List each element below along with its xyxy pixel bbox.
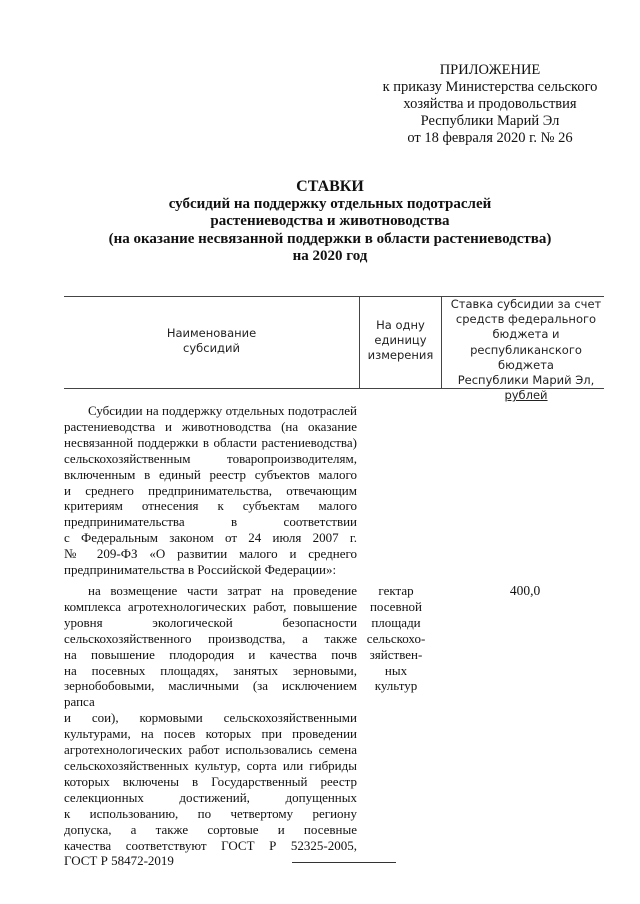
unit-line: ных [384,662,408,678]
title-line: растениеводства и животноводства [210,213,450,229]
header-text: На одну [376,318,425,332]
paragraph-line: сельскохозяйственного производства, а также [64,630,357,646]
paragraph-line: зернобобовыми, масличными (за исключением рапса [64,678,357,710]
paragraph-line: растениеводства и животноводства (на оказание [64,418,357,434]
paragraph-line: несвязанной поддержки в области растениеводства) [64,434,357,450]
header-text: субсидий [183,341,240,356]
paragraph-line: на возмещение части затрат на проведение [88,583,357,598]
header-text: республиканского бюджета [470,342,582,372]
paragraph-line: культурами, на посев которых при проведении [64,726,357,742]
header-text: Наименование [166,326,257,340]
paragraph-line: критериям отнесения к субъектам малого [64,498,357,514]
paragraph-line: предпринимательства в соответствии [64,514,357,530]
paragraph-line: сельскохозяйственным товаропроизводителям, [64,450,357,466]
paragraph-line: ГОСТ Р 58472-2019 [64,853,174,869]
header-text: Республики Марий Эл, [457,373,595,388]
paragraph-line: и сои), кормовыми сельскохозяйственными [64,710,357,726]
appendix-line: хозяйства и продовольствия [403,96,577,112]
subsidy-description [64,583,357,869]
title-line: (на оказание несвязанной поддержки в области растениеводства) [108,230,552,247]
intro-paragraph [64,403,357,578]
appendix-heading: ПРИЛОЖЕНИЕ [439,62,541,78]
unit-line: посевной [369,598,423,614]
appendix-line: Республики Марий Эл [420,113,560,129]
header-text: Ставка субсидии за счет [450,297,602,311]
title-line: субсидий на поддержку отдельных подотраслей [168,195,492,212]
appendix-line: к приказу Министерства сельского [382,79,598,95]
header-text: рублей [504,388,548,403]
appendix-block [360,62,620,147]
document-title [80,178,580,266]
header-text: единицу [374,333,427,348]
header-unit-cell [360,318,441,364]
header-text: бюджета и [492,327,560,342]
paragraph-line: предпринимательства в Российской Федерации»: [64,562,337,578]
paragraph-line: с Федеральным законом от 24 июля 2007 г. [64,530,357,546]
paragraph-line: № 209-ФЗ «О развитии малого и среднего [64,546,357,562]
unit-line: гектар [378,583,414,598]
paragraph-line: допуска, а также сортовые и посевные [64,821,357,837]
paragraph-line: включенным в единый реестр субъектов малого [64,466,357,482]
paragraph-line: селекционных достижений, допущенных [64,789,357,805]
title-main: СТАВКИ [296,178,364,195]
paragraph-line: на повышение плодородия и качества почв [64,646,357,662]
appendix-line: от 18 февраля 2020 г. № 26 [407,130,573,146]
unit-line: сельскохо- [366,630,426,646]
header-text: измерения [367,348,434,363]
title-line: на 2020 год [292,248,368,264]
paragraph-line: которых включены в Государственный реестр [64,773,357,789]
footer-separator [292,862,396,863]
unit-line: зяйствен- [369,646,423,662]
unit-line: площади [371,614,421,630]
paragraph-line: качества соответствуют ГОСТ Р 52325-2005, [64,837,357,853]
paragraph-line: на посевных площадях, занятых зерновыми, [64,662,357,678]
header-text: средств федерального [455,312,597,327]
paragraph-line: Субсидии на поддержку отдельных подотраслей [88,403,357,418]
unit-line: культур [374,678,418,694]
header-name-cell [64,326,359,356]
paragraph-line: агротехнологических работ использовались семена [64,742,357,758]
paragraph-line: к использованию, по четвертому региону [64,805,357,821]
unit-cell [360,583,432,694]
paragraph-line: и среднего предпринимательства, отвечающим [64,482,357,498]
paragraph-line: сельскохозяйственных культур, сорта или гибриды [64,757,357,773]
paragraph-line: уровня экологической безопасности [64,614,357,630]
paragraph-line: комплекса агротехнологических работ, повышение [64,598,357,614]
header-rate-cell [442,297,610,403]
rate-value: 400,0 [509,583,541,598]
